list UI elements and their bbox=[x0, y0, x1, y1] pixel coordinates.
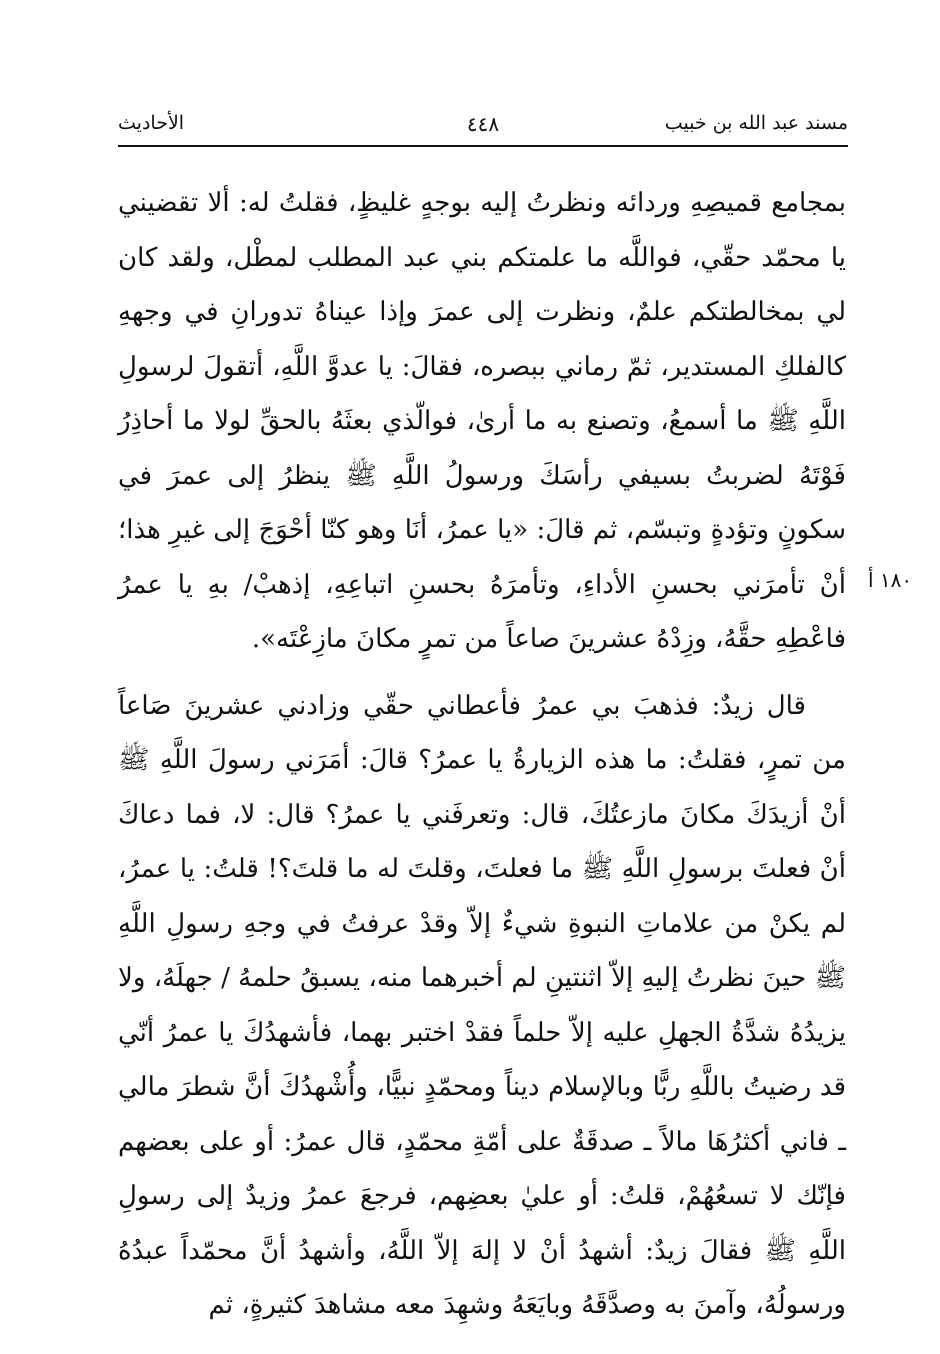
running-header bbox=[118, 112, 848, 148]
section-title: الأحاديث bbox=[118, 112, 185, 134]
header-divider bbox=[118, 145, 848, 147]
main-text bbox=[118, 176, 846, 1333]
page-number: ٤٤٨ bbox=[466, 112, 500, 136]
book-title: مسند عبد الله بن خبيب bbox=[664, 112, 848, 134]
paragraph-2: قال زيدٌ: فذهبَ بي عمرُ فأعطاني حقّي وزادني عشرينَ صَاعاً من تمرٍ، فقلتُ: ما هذه الزيارةُ يا عمرُ؟ قالَ: أمَرَني رسولَ اللَّهِ ﷺ أنْ أزيدَكَ مكانَ مازعتُكَ، قال: وتعرفَني يا عمرُ؟ قال: لا، فما دعاكَ أنْ فعلتَ برسولِ اللَّهِ ﷺ ما فعلتَ، وقلتَ له ما قلتَ؟! قلتُ: يا عمرُ، لم يكنْ من علاماتِ النبوةِ شيءٌ إلاّ وقدْ عرفتُ في وجهِ رسولِ اللَّهِ ﷺ حينَ نظرتُ إليهِ إلاّ اثنتينِ لم أخبرهما منه، يسبقُ حلمهُ / جهلَهُ، ولا يزيدُهُ شدَّةُ الجهلِ عليه إلاّ حلماً فقدْ اختبر بهما، فأشهدُكَ يا عمرُ أنّي قد رضيتُ باللَّهِ ربًّا وبالإسلام ديناً ومحمّدٍ نبيًّا، وأُشْهدُكَ أنَّ شطرَ مالي ـ فاني أكثرُهَا مالاً ـ صدقَةٌ على أمّةِ محمّدٍ، قال عمرُ: أو على بعضهم فإنّك لا تسعُهُمْ، قلتُ: أو عليٰ بعضِهم، فرجعَ عمرُ وزيدٌ إلى رسولِ اللَّهِ ﷺ فقالَ زيدٌ: أشهدُ أنْ لا إلهَ إلاّ اللَّهُ، وأشهدُ أنَّ محمّداً عبدُهُ ورسولُهُ، وآمنَ به وصدَّقَهُ وبايَعَهُ وشهِدَ معه مشاهدَ كثيرةٍ، ثم bbox=[118, 690, 846, 1320]
paragraph-1: بمجامع قميصِهِ وردائه ونظرتُ إليه بوجهٍ غليظٍ، فقلتُ له: ألا تقضيني يا محمّد حقّي، فواللَّه ما علمتكم بني عبد المطلب لمطْل، ولقد كان لي بمخالطتكم علمٌ، ونظرت إلى عمرَ وإذا عيناهُ تدورانِ في وجههِ كالفلكِ المستدير، ثمّ رماني ببصره، فقالَ: يا عدوَّ اللَّهِ، أتقولَ لرسولِ اللَّهِ ﷺ ما أسمعُ، وتصنع به ما أرىٰ، فوالّذي بعثَهُ بالحقِّ لولا ما أحاذِرُ فَوْتَهُ لضربتُ بسيفي رأسَكَ ورسولُ اللَّهِ ﷺ ينظرُ إلى عمرَ في سكونٍ وتؤدةٍ وتبسّم، ثم قالَ: «يا عمرُ، أنَا وهو كنّا أحْوَجَ إلى غيرِ هذا؛ أنْ تأمرَني بحسنِ الأداءِ، وتأمرَهُ بحسنِ اتباعِهِ، إذهبْ/ بهِ يا عمرُ فاعْطِهِ حقَّهُ، وزِدْهُ عشرينَ صاعاً من تمرٍ مكانَ مازِعْتَه». bbox=[118, 188, 846, 654]
manuscript-folio-marker: ١٨٠ أ bbox=[868, 568, 913, 592]
